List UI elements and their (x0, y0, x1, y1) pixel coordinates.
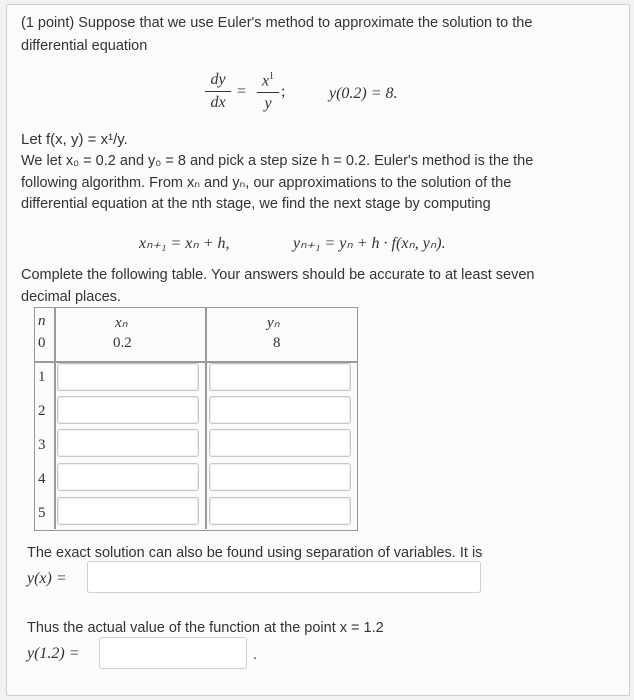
formula-x: xₙ₊₁ = xₙ + h, (139, 235, 230, 252)
header-n: n (38, 313, 46, 329)
row2-n: 2 (38, 403, 46, 419)
row4-y-input[interactable] (209, 463, 351, 491)
semicolon: ; (281, 83, 286, 100)
row1-n: 1 (38, 369, 46, 385)
row2-y-input[interactable] (209, 396, 351, 424)
header-yn: yₙ (267, 315, 280, 331)
intro-line-1: (1 point) Suppose that we use Euler's method to approximate the solution to the (21, 15, 533, 31)
row0-y: 8 (273, 335, 281, 351)
rhs-fraction (257, 71, 279, 113)
row5-x-input[interactable] (57, 497, 199, 525)
dy-dx-fraction (205, 71, 231, 112)
equals-sign: = (237, 83, 247, 100)
rhs-numerator: x (261, 72, 270, 90)
euler-table (27, 307, 357, 531)
formula-y: yₙ₊₁ = yₙ + h · f(xₙ, yₙ). (293, 235, 446, 252)
row1-x-input[interactable] (57, 363, 199, 391)
following-line: following algorithm. From xₙ and yₙ, our approximations to the solution of the (21, 175, 512, 191)
complete-line-1: Complete the following table. Your answers should be accurate to at least seven (21, 267, 535, 283)
row5-y-input[interactable] (209, 497, 351, 525)
rhs-exponent: 1 (269, 71, 275, 82)
row5-n: 5 (38, 505, 46, 521)
diffeq-line: differential equation at the nth stage, we find the next stage by computing (21, 196, 491, 212)
exact-solution-label: y(x) = (27, 570, 67, 587)
row2-x-input[interactable] (57, 396, 199, 424)
initial-condition: y(0.2) = 8. (329, 85, 398, 102)
row3-y-input[interactable] (209, 429, 351, 457)
row4-x-input[interactable] (57, 463, 199, 491)
complete-line-2: decimal places. (21, 289, 121, 305)
trailing-period: . (253, 647, 258, 663)
row0-n: 0 (38, 335, 46, 351)
intro-line-2: differential equation (21, 38, 148, 54)
dy-numerator: dy (210, 71, 226, 88)
exact-solution-input[interactable] (87, 561, 481, 593)
dx-denominator: dx (210, 94, 226, 111)
row3-x-input[interactable] (57, 429, 199, 457)
row3-n: 3 (38, 437, 46, 453)
exact-solution-text: The exact solution can also be found using separation of variables. It is (27, 545, 483, 561)
we-let-line: We let x₀ = 0.2 and y₀ = 8 and pick a step size h = 0.2. Euler's method is the the (21, 153, 534, 169)
actual-value-text: Thus the actual value of the function at the point x = 1.2 (27, 620, 384, 636)
rhs-denominator: y (264, 95, 272, 113)
header-xn: xₙ (115, 315, 128, 331)
let-line: Let f(x, y) = x¹/y. (21, 131, 128, 148)
row4-n: 4 (38, 471, 46, 487)
problem-card (6, 4, 630, 696)
row0-x: 0.2 (113, 335, 132, 351)
actual-value-input[interactable] (99, 637, 247, 669)
row1-y-input[interactable] (209, 363, 351, 391)
actual-value-label: y(1.2) = (27, 645, 80, 662)
